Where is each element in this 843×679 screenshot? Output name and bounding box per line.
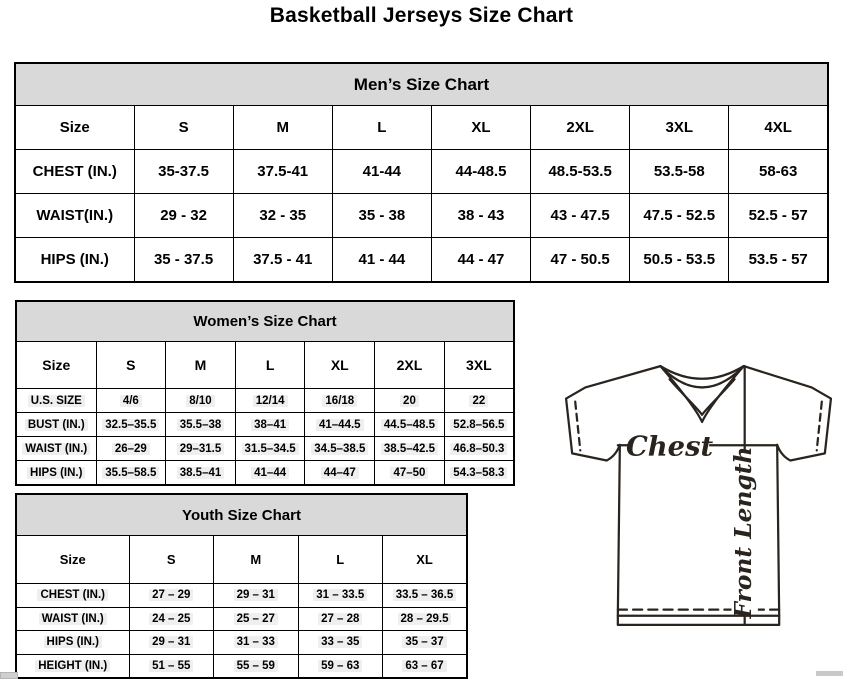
womens-size-cell [444, 461, 514, 486]
womens-size-cell-text: 41–44.5 [316, 419, 364, 431]
youth-size-cell [298, 607, 383, 631]
womens-size-cell-text: 34.5–38.5 [311, 443, 368, 455]
youth-size-cell-text: 35 – 37 [402, 636, 446, 648]
womens-row-label [16, 389, 96, 413]
mens-column-header: S [134, 106, 233, 150]
youth-column-header: Size [16, 536, 129, 584]
mens-row-label [15, 194, 134, 238]
womens-row-label [16, 413, 96, 437]
mens-row-label [15, 238, 134, 283]
womens-column-header: L [235, 342, 305, 389]
youth-size-cell-text: 31 – 33.5 [313, 589, 367, 601]
mens-size-cell-text: 32 - 35 [259, 207, 307, 224]
youth-size-cell [214, 654, 299, 678]
womens-column-header: Size [16, 342, 96, 389]
mens-size-cell [134, 238, 233, 283]
mens-size-cell [431, 238, 530, 283]
mens-column-header: 4XL [729, 106, 828, 150]
womens-size-cell-text: 29–31.5 [177, 443, 225, 455]
womens-size-cell [305, 461, 375, 486]
womens-size-cell-text: 54.3–58.3 [450, 467, 507, 479]
youth-table-row [16, 584, 467, 608]
mens-size-cell-text: 47.5 - 52.5 [643, 207, 716, 224]
womens-size-cell-text: 22 [469, 395, 488, 407]
youth-size-cell-text: 59 – 63 [318, 660, 362, 672]
mens-column-header: 3XL [630, 106, 729, 150]
womens-size-cell [96, 437, 166, 461]
youth-size-table [15, 493, 468, 679]
mens-size-cell [134, 194, 233, 238]
mens-size-cell-text: 35 - 37.5 [153, 251, 214, 268]
mens-size-cell-text: 29 - 32 [160, 207, 207, 224]
youth-size-cell-text: 31 – 33 [234, 636, 278, 648]
youth-size-cell [383, 584, 468, 608]
youth-row-label [16, 631, 129, 655]
mens-size-cell [630, 150, 729, 194]
jersey-outline [566, 366, 831, 625]
youth-size-cell-text: 29 – 31 [234, 589, 278, 601]
womens-size-cell-text: 41–44 [251, 467, 289, 479]
mens-size-cell [729, 194, 828, 238]
womens-size-cell [375, 389, 445, 413]
youth-size-cell [214, 584, 299, 608]
youth-size-cell [129, 607, 214, 631]
mens-size-cell [531, 150, 630, 194]
womens-size-cell-text: 4/6 [120, 395, 142, 407]
mens-size-cell [332, 194, 431, 238]
womens-column-header: S [96, 342, 166, 389]
womens-size-cell-text: 12/14 [253, 395, 288, 407]
left-cuff-dashed-line [575, 402, 580, 451]
youth-size-cell [129, 631, 214, 655]
horizontal-scrollbar-fragment-right[interactable] [816, 671, 843, 676]
mens-size-cell-text: 44 - 47 [457, 251, 505, 268]
womens-size-cell-text: 38.5–41 [177, 467, 225, 479]
youth-size-cell [298, 631, 383, 655]
womens-size-cell-text: 32.5–35.5 [102, 419, 159, 431]
vneck-inner [670, 379, 735, 415]
womens-size-cell [96, 389, 166, 413]
mens-size-cell-text: 48.5-53.5 [548, 163, 612, 180]
mens-size-cell [729, 150, 828, 194]
youth-size-cell-text: 63 – 67 [402, 660, 446, 672]
womens-row-label-text: WAIST (IN.) [22, 443, 90, 455]
youth-size-cell-text: 25 – 27 [234, 613, 278, 625]
mens-column-header: M [233, 106, 332, 150]
youth-size-cell [298, 654, 383, 678]
youth-column-header: M [214, 536, 299, 584]
youth-size-cell [383, 607, 468, 631]
youth-size-cell-text: 24 – 25 [149, 613, 193, 625]
youth-row-label-text: HEIGHT (IN.) [35, 660, 110, 672]
youth-column-header: XL [383, 536, 468, 584]
womens-size-cell [305, 389, 375, 413]
youth-size-cell-text: 27 – 28 [318, 613, 362, 625]
womens-row-label [16, 437, 96, 461]
youth-row-label-text: CHEST (IN.) [37, 589, 108, 601]
right-cuff-dashed-line [817, 402, 822, 451]
womens-table-row [16, 437, 514, 461]
mens-size-cell [630, 194, 729, 238]
womens-size-cell-text: 38–41 [251, 419, 289, 431]
womens-size-cell-text: 38.5–42.5 [381, 443, 438, 455]
mens-size-cell [431, 150, 530, 194]
womens-size-cell-text: 47–50 [390, 467, 428, 479]
mens-size-cell [134, 150, 233, 194]
womens-size-cell [305, 437, 375, 461]
mens-column-header: XL [431, 106, 530, 150]
youth-size-cell [298, 584, 383, 608]
womens-size-cell [166, 413, 236, 437]
womens-row-label-text: HIPS (IN.) [27, 467, 85, 479]
womens-table-title: Women’s Size Chart [16, 301, 514, 342]
mens-size-cell-text: 35 - 38 [358, 207, 406, 224]
womens-row-label [16, 461, 96, 486]
mens-table-row [15, 238, 828, 283]
youth-column-header: S [129, 536, 214, 584]
mens-size-cell [332, 238, 431, 283]
mens-size-cell [233, 194, 332, 238]
womens-size-cell [444, 389, 514, 413]
youth-row-label [16, 584, 129, 608]
womens-size-cell-text: 35.5–58.5 [102, 467, 159, 479]
womens-size-cell [235, 437, 305, 461]
youth-row-label [16, 654, 129, 678]
youth-size-cell [214, 631, 299, 655]
mens-size-cell [531, 194, 630, 238]
womens-size-cell [166, 461, 236, 486]
womens-size-cell-text: 44.5–48.5 [381, 419, 438, 431]
womens-size-cell-text: 46.8–50.3 [450, 443, 507, 455]
youth-size-cell [129, 584, 214, 608]
mens-size-cell [729, 238, 828, 283]
mens-table-row [15, 150, 828, 194]
womens-column-header: M [166, 342, 236, 389]
mens-size-cell-text: 47 - 50.5 [550, 251, 610, 268]
mens-size-table [14, 62, 829, 283]
mens-column-header: 2XL [531, 106, 630, 150]
mens-size-cell-text: 35-37.5 [158, 163, 209, 180]
youth-row-label [16, 607, 129, 631]
horizontal-scrollbar-fragment-left[interactable] [0, 672, 18, 679]
womens-column-header: 2XL [375, 342, 445, 389]
mens-size-cell [332, 150, 431, 194]
mens-size-cell [531, 238, 630, 283]
page-title: Basketball Jerseys Size Chart [269, 4, 574, 27]
jersey-diagram-svg [561, 358, 835, 632]
womens-size-cell [375, 437, 445, 461]
mens-column-header: L [332, 106, 431, 150]
womens-size-cell [166, 437, 236, 461]
youth-size-cell [383, 654, 468, 678]
womens-size-cell-text: 26–29 [112, 443, 150, 455]
youth-row-label-text: WAIST (IN.) [39, 613, 107, 625]
mens-row-label-text: WAIST(IN.) [36, 207, 114, 224]
youth-size-cell [214, 607, 299, 631]
mens-size-cell-text: 37.5 - 41 [253, 251, 313, 268]
mens-size-cell [233, 238, 332, 283]
womens-row-label-text: U.S. SIZE [28, 395, 85, 407]
chest-label: Chest [625, 430, 714, 463]
youth-size-cell-text: 33 – 35 [318, 636, 362, 648]
womens-size-cell [444, 413, 514, 437]
womens-size-cell [96, 461, 166, 486]
womens-size-cell [96, 413, 166, 437]
youth-size-cell-text: 29 – 31 [149, 636, 193, 648]
mens-row-label-text: CHEST (IN.) [32, 163, 117, 180]
youth-row-label-text: HIPS (IN.) [44, 636, 102, 648]
youth-table-row [16, 654, 467, 678]
womens-size-cell [444, 437, 514, 461]
womens-size-cell-text: 16/18 [322, 395, 357, 407]
youth-size-cell-text: 28 – 29.5 [398, 613, 452, 625]
mens-table-row [15, 194, 828, 238]
womens-size-cell [235, 389, 305, 413]
mens-size-cell-text: 52.5 - 57 [748, 207, 808, 224]
mens-column-header: Size [15, 106, 134, 150]
womens-size-cell [305, 413, 375, 437]
womens-size-cell-text: 31.5–34.5 [242, 443, 299, 455]
mens-table-title: Men’s Size Chart [15, 63, 828, 106]
jersey-measurement-diagram [561, 358, 835, 632]
youth-table-row [16, 631, 467, 655]
womens-table-row [16, 461, 514, 486]
mens-size-cell-text: 44-48.5 [455, 163, 507, 180]
womens-size-cell-text: 20 [400, 395, 419, 407]
mens-row-label [15, 150, 134, 194]
womens-size-cell-text: 35.5–38 [177, 419, 225, 431]
youth-size-cell-text: 51 – 55 [149, 660, 193, 672]
womens-size-cell [375, 461, 445, 486]
youth-column-header: L [298, 536, 383, 584]
womens-size-cell [375, 413, 445, 437]
mens-size-cell [630, 238, 729, 283]
front-length-label: Front Length [729, 446, 758, 619]
mens-size-cell-text: 58-63 [758, 163, 798, 180]
womens-table-row [16, 413, 514, 437]
womens-size-cell [235, 413, 305, 437]
mens-size-cell-text: 41 - 44 [358, 251, 406, 268]
womens-size-cell [235, 461, 305, 486]
womens-row-label-text: BUST (IN.) [25, 419, 88, 431]
youth-size-cell-text: 33.5 – 36.5 [393, 589, 457, 601]
womens-column-header: XL [305, 342, 375, 389]
youth-size-cell [129, 654, 214, 678]
youth-size-cell-text: 27 – 29 [149, 589, 193, 601]
womens-size-cell-text: 8/10 [186, 395, 214, 407]
mens-size-cell-text: 53.5 - 57 [748, 251, 808, 268]
youth-size-cell [383, 631, 468, 655]
mens-size-cell [233, 150, 332, 194]
womens-column-header: 3XL [444, 342, 514, 389]
mens-size-cell-text: 38 - 43 [457, 207, 505, 224]
youth-table-row [16, 607, 467, 631]
mens-row-label-text: HIPS (IN.) [40, 251, 109, 268]
mens-size-cell [431, 194, 530, 238]
womens-size-cell-text: 52.8–56.5 [450, 419, 507, 431]
womens-table-row [16, 389, 514, 413]
mens-size-cell-text: 41-44 [362, 163, 402, 180]
mens-size-cell-text: 43 - 47.5 [550, 207, 610, 224]
mens-size-cell-text: 37.5-41 [257, 163, 309, 180]
womens-size-cell [166, 389, 236, 413]
youth-table-title: Youth Size Chart [16, 494, 467, 536]
mens-size-cell-text: 50.5 - 53.5 [643, 251, 716, 268]
youth-size-cell-text: 55 – 59 [234, 660, 278, 672]
womens-size-cell-text: 44–47 [321, 467, 359, 479]
mens-size-cell-text: 53.5-58 [653, 163, 705, 180]
womens-size-table [15, 300, 515, 486]
